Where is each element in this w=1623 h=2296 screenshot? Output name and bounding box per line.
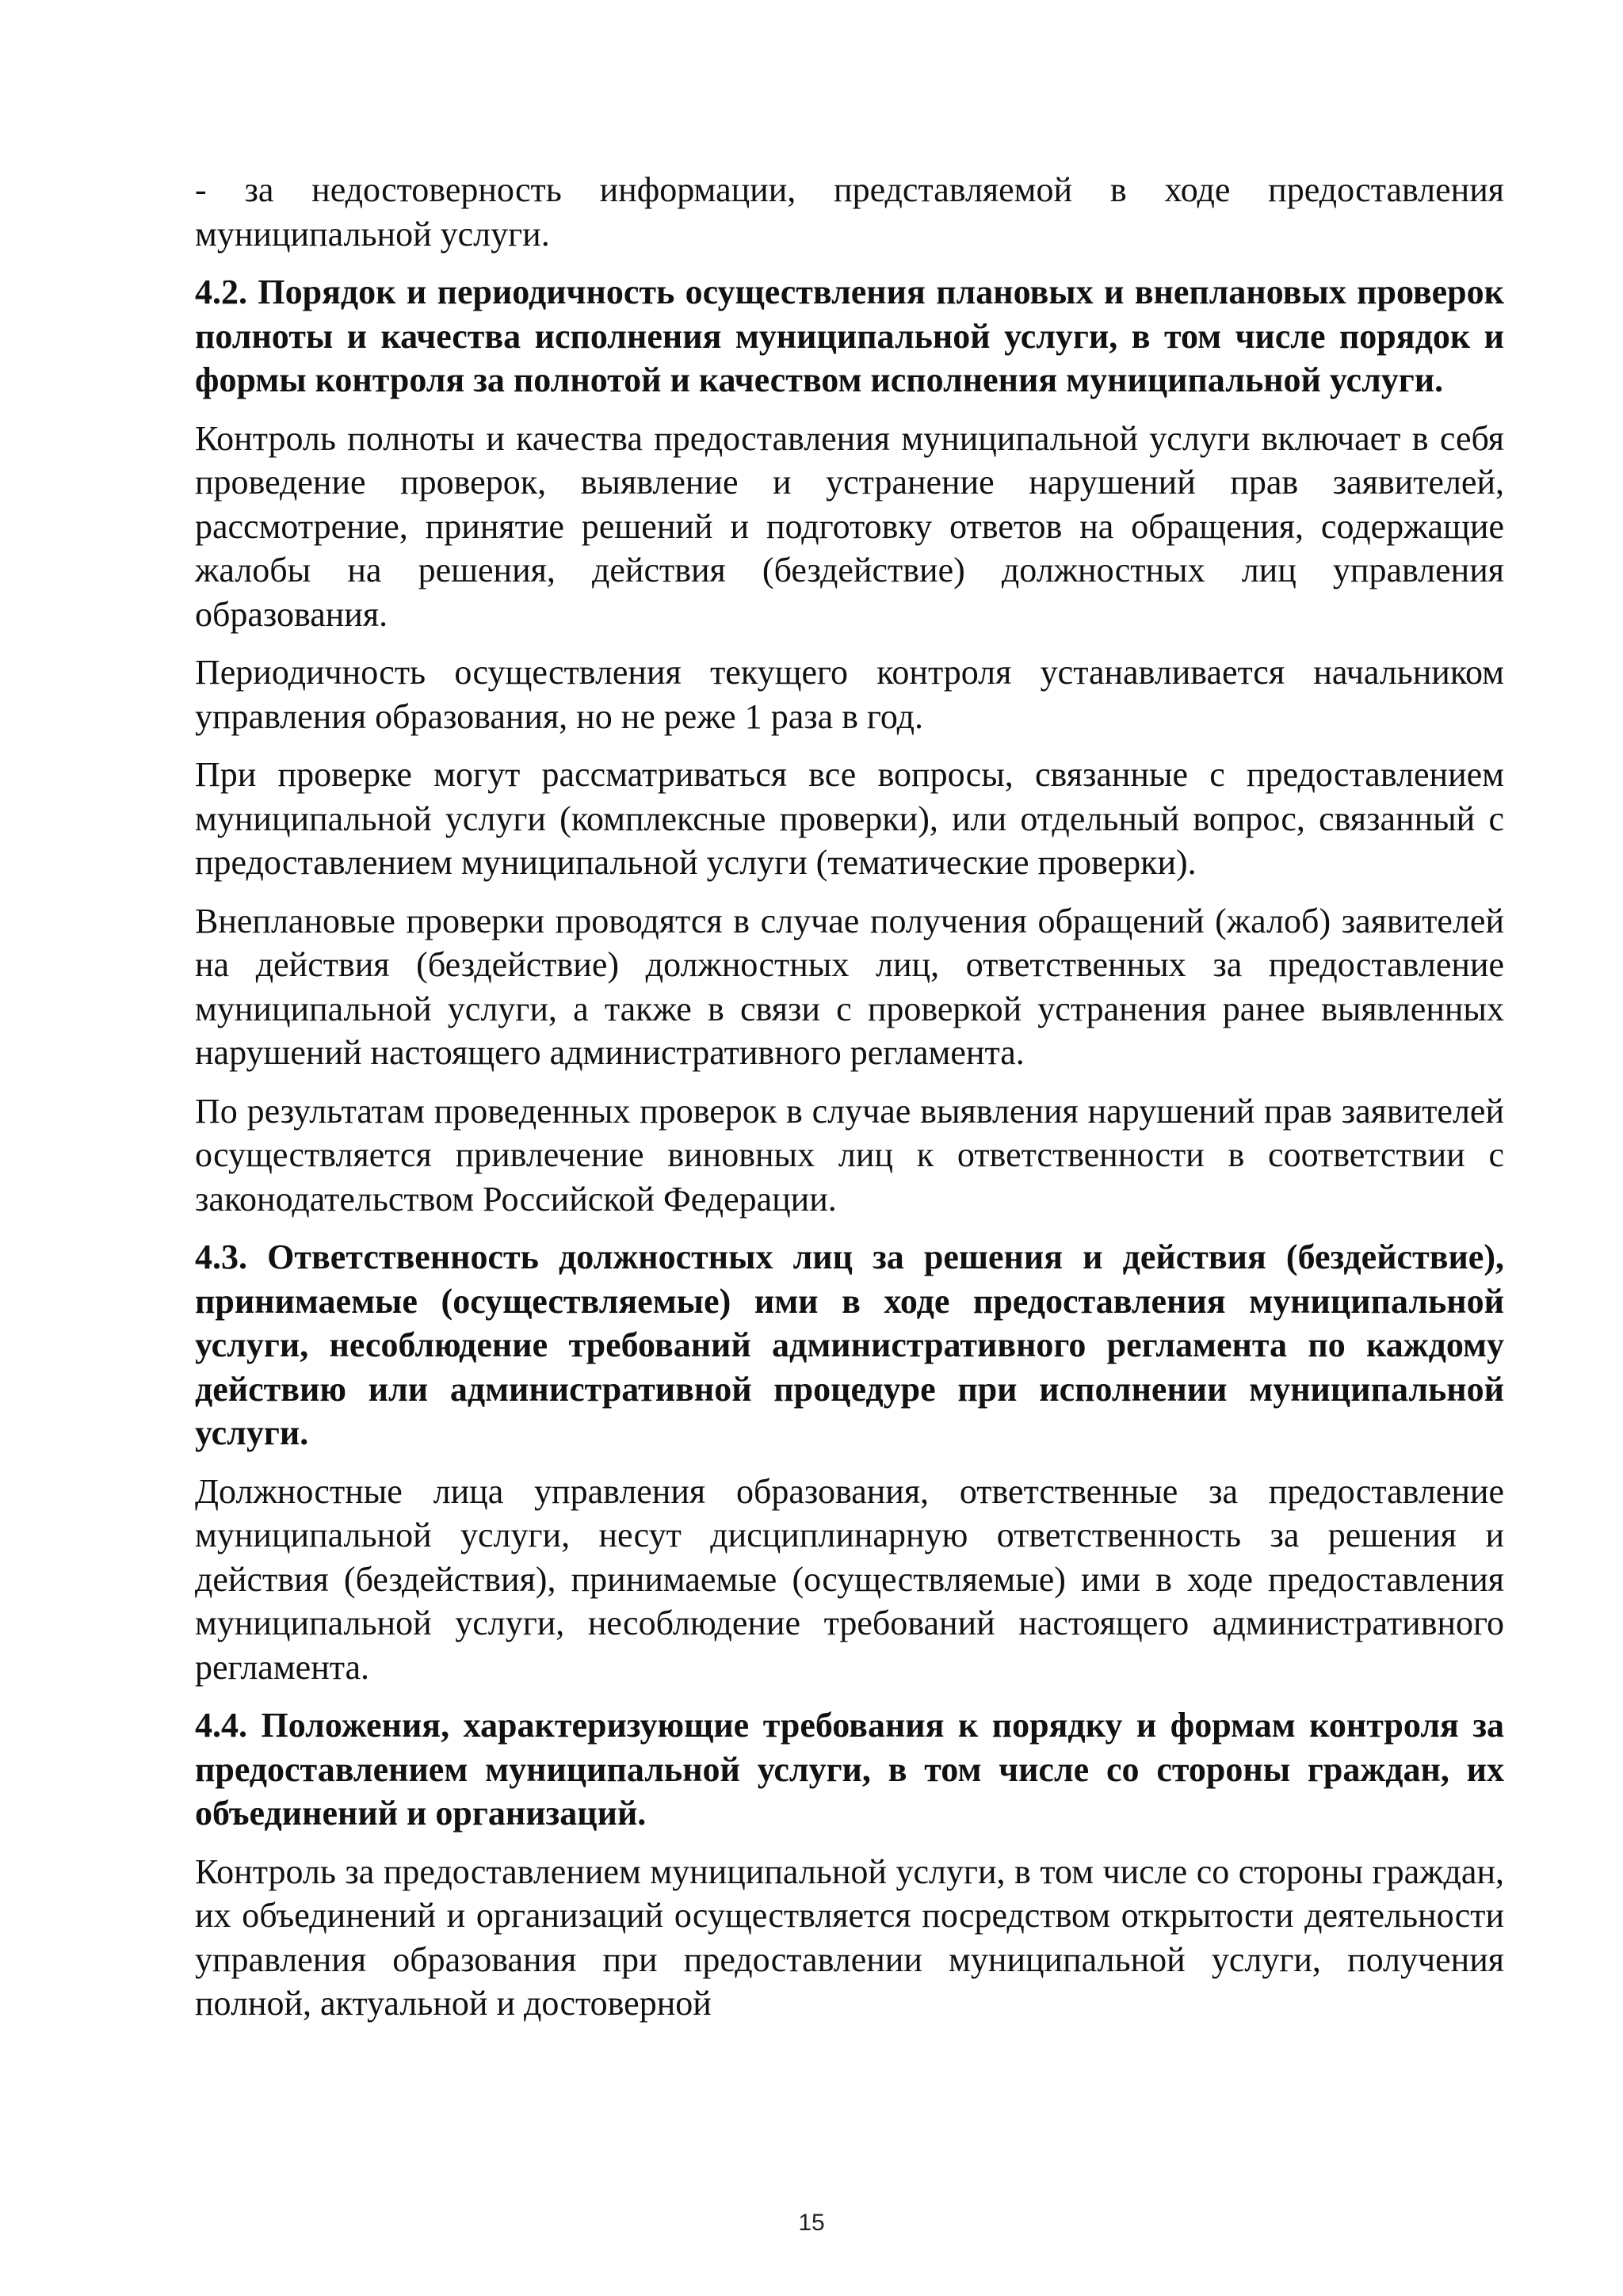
body-paragraph: По результатам проведенных проверок в случае выявления нарушений прав заявителей осуществляется привлечение виновных лиц к ответственности в соответствии с законодательством Российской Федерации. [195, 1091, 1504, 1219]
body-paragraph: Контроль за предоставлением муниципальной услуги, в том числе со стороны граждан, их объединений и организаций осуществляется посредством открытости деятельности управления образования при предоставлении муниципальной услуги, получения полной, актуальной и достоверной [195, 1852, 1504, 2023]
body-paragraph: При проверке могут рассматриваться все вопросы, связанные с предоставлением муниципальной услуги (комплексные проверки), или отдельный вопрос, связанный с предоставлением муниципальной услуги (тематические проверки). [195, 755, 1504, 882]
body-paragraph: Должностные лица управления образования, ответственные за предоставление муниципальной услуги, несут дисциплинарную ответственность за решения и действия (бездействия), принимаемые (осуществляемые) ими в ходе предоставления муниципальной услуги, несоблюдение требований настоящего административного регламента. [195, 1471, 1504, 1687]
body-paragraph: Внеплановые проверки проводятся в случае получения обращений (жалоб) заявителей на действия (бездействие) должностных лиц, ответственных за предоставление муниципальной услуги, а также в связи с проверкой устранения ранее выявленных нарушений настоящего административного регламента. [195, 901, 1504, 1072]
body-paragraph: Контроль полноты и качества предоставления муниципальной услуги включает в себя проведение проверок, выявление и устранение нарушений прав заявителей, рассмотрение, принятие решений и подготовку ответов на обращения, содержащие жалобы на решения, действия (бездействие) должностных лиц управления образования. [195, 418, 1504, 634]
body-paragraph: - за недостоверность информации, представляемой в ходе предоставления муниципальной услуги. [195, 170, 1504, 254]
section-heading: 4.4. Положения, характеризующие требования к порядку и формам контроля за предоставлением муниципальной услуги, в том числе со стороны граждан, их объединений и организаций. [195, 1706, 1504, 1833]
page-number: 15 [798, 2210, 825, 2236]
section-heading: 4.3. Ответственность должностных лиц за решения и действия (бездействие), принимаемые (осуществляемые) ими в ходе предоставления муниципальной услуги, несоблюдение требований административного регламента по каждому действию или административной процедуре при исполнении муниципальной услуги. [195, 1238, 1504, 1452]
body-paragraph: Периодичность осуществления текущего контроля устанавливается начальником управления образования, но не реже 1 раза в год. [195, 653, 1504, 736]
document-body [195, 168, 1504, 2040]
section-heading: 4.2. Порядок и периодичность осуществления плановых и внеплановых проверок полноты и качества исполнения муниципальной услуги, в том числе порядок и формы контроля за полнотой и качеством исполнения муниципальной услуги. [195, 273, 1504, 399]
